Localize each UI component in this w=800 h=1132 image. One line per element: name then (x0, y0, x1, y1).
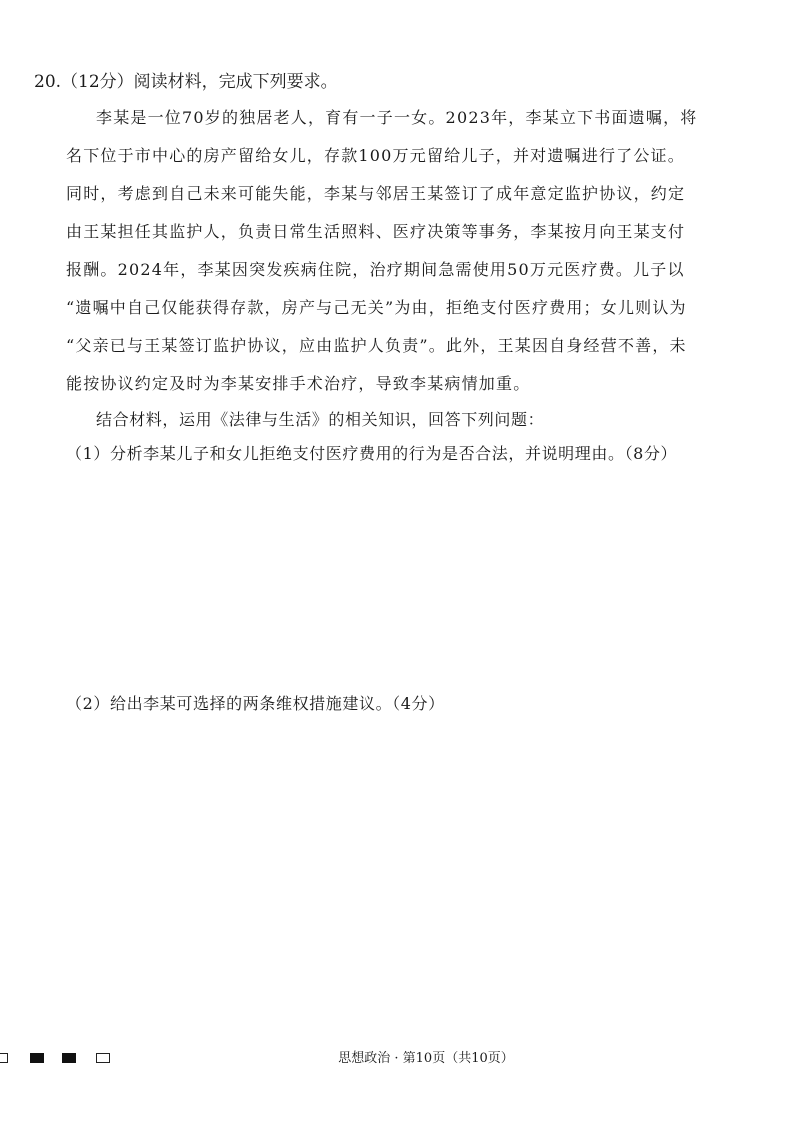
material-line-6: “遗嘱中自己仅能获得存款，房产与己无关”为由，拒绝支付医疗费用；女儿则认为 (66, 298, 687, 317)
material-line-5: 报酬。2024年，李某因突发疾病住院，治疗期间急需使用50万元医疗费。儿子以 (66, 260, 685, 279)
material-line-2: 名下位于市中心的房产留给女儿，存款100万元留给儿子，并对遗嘱进行了公证。 (66, 146, 685, 165)
question-instruction: 结合材料，运用《法律与生活》的相关知识，回答下列问题： (96, 410, 545, 429)
material-line-7: “父亲已与王某签订监护协议，应由监护人负责”。此外，王某因自身经营不善，未 (66, 336, 687, 355)
material-line-3: 同时，考虑到自己未来可能失能，李某与邻居王某签订了成年意定监护协议，约定 (66, 184, 686, 203)
page-footer: 思想政治 · 第10页（共10页） (338, 1051, 514, 1066)
answer-area-1[interactable] (66, 474, 756, 674)
sub-question-2: （2）给出李某可选择的两条维权措施建议。（4分） (66, 694, 445, 713)
answer-area-2[interactable] (66, 724, 756, 1024)
material-line-8: 能按协议约定及时为李某安排手术治疗，导致李某病情加重。 (66, 374, 531, 393)
sub-question-1: （1）分析李某儿子和女儿拒绝支付医疗费用的行为是否合法，并说明理由。（8分） (66, 444, 678, 463)
material-line-4: 由王某担任其监护人，负责日常生活照料、医疗决策等事务，李某按月向王某支付 (66, 222, 686, 241)
question-title: 20.（12分）阅读材料，完成下列要求。 (34, 72, 338, 92)
material-line-1: 李某是一位70岁的独居老人，育有一子一女。2023年，李某立下书面遗嘱，将 (96, 108, 698, 127)
